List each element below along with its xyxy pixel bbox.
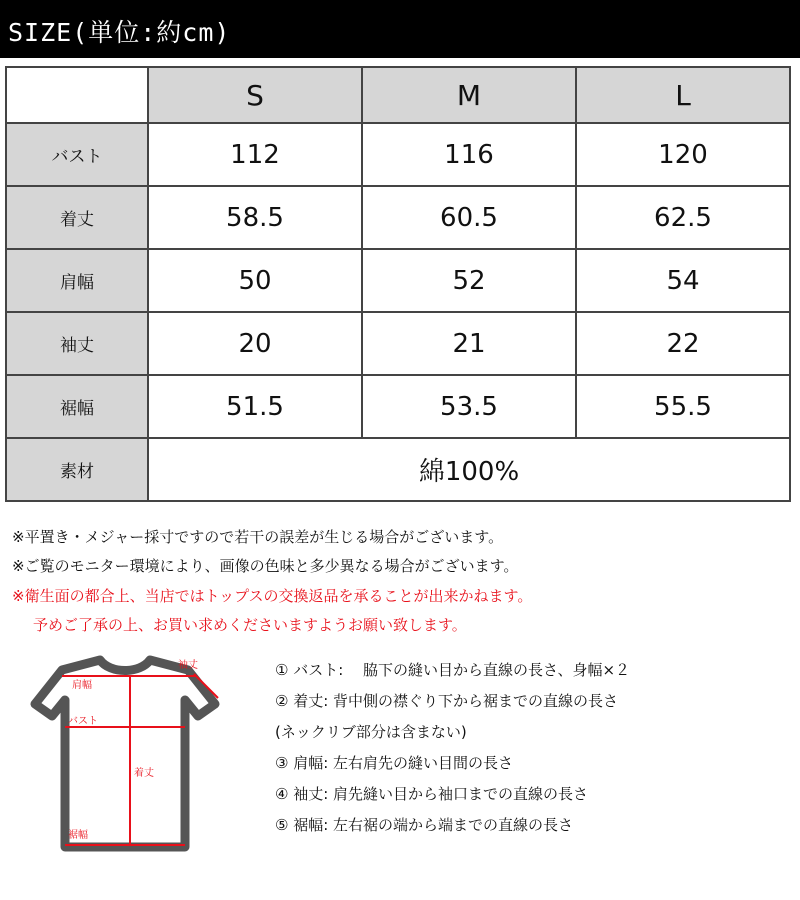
material-value: 綿100% (148, 438, 790, 501)
cell-value: 60.5 (362, 186, 576, 249)
cell-value: 53.5 (362, 375, 576, 438)
row-label: 着丈 (6, 186, 148, 249)
row-label: 肩幅 (6, 249, 148, 312)
table-row-bust (6, 123, 790, 186)
definition-hem: ⑤ 裾幅: 左右裾の端から端までの直線の長さ (275, 816, 574, 834)
diagram-label-shoulder: 肩幅 (72, 680, 92, 691)
cell-value: 55.5 (576, 375, 790, 438)
size-table (5, 66, 791, 502)
tshirt-diagram (10, 652, 250, 852)
note-measurement: ※平置き・メジャー採寸ですので若干の誤差が生じる場合がございます。 (12, 528, 504, 546)
column-header-s: S (148, 67, 362, 123)
cell-value: 62.5 (576, 186, 790, 249)
table-header-row (6, 67, 790, 123)
row-label: 素材 (6, 438, 148, 501)
definition-length: ② 着丈: 背中側の襟ぐり下から裾までの直線の長さ (275, 692, 619, 710)
cell-value: 54 (576, 249, 790, 312)
column-header-m: M (362, 67, 576, 123)
row-label: 裾幅 (6, 375, 148, 438)
column-header-l: L (576, 67, 790, 123)
cell-value: 112 (148, 123, 362, 186)
diagram-label-hem: 裾幅 (68, 830, 88, 841)
note-returns: ※衛生面の都合上、当店ではトップスの交換返品を承ることが出来かねます。 (12, 587, 533, 605)
table-row-shoulder (6, 249, 790, 312)
definition-sleeve: ④ 袖丈: 肩先縫い目から袖口までの直線の長さ (275, 785, 589, 803)
table-row-material (6, 438, 790, 501)
cell-value: 116 (362, 123, 576, 186)
cell-value: 21 (362, 312, 576, 375)
table-row-length (6, 186, 790, 249)
table-row-hem (6, 375, 790, 438)
definition-length-note: (ネックリブ部分は含まない) (275, 723, 467, 741)
table-row-sleeve (6, 312, 790, 375)
title-bar (0, 0, 800, 58)
diagram-label-sleeve: 袖丈 (178, 660, 198, 671)
diagram-label-length: 着丈 (134, 768, 154, 779)
definition-shoulder: ③ 肩幅: 左右肩先の縫い目間の長さ (275, 754, 514, 772)
corner-cell (6, 67, 148, 123)
cell-value: 52 (362, 249, 576, 312)
cell-value: 51.5 (148, 375, 362, 438)
cell-value: 120 (576, 123, 790, 186)
cell-value: 50 (148, 249, 362, 312)
note-monitor: ※ご覧のモニター環境により、画像の色味と多少異なる場合がございます。 (12, 557, 519, 575)
diagram-label-bust: バスト (68, 716, 98, 727)
page-title: SIZE(単位:約cm) (8, 18, 231, 47)
cell-value: 20 (148, 312, 362, 375)
cell-value: 22 (576, 312, 790, 375)
row-label: バスト (6, 123, 148, 186)
note-returns-apology: 予めご了承の上、お買い求めくださいますようお願い致します。 (33, 616, 467, 634)
cell-value: 58.5 (148, 186, 362, 249)
tshirt-outline (35, 660, 215, 847)
definition-bust: ① バスト: 脇下の縫い目から直線の長さ、身幅×２ (275, 661, 631, 679)
row-label: 袖丈 (6, 312, 148, 375)
